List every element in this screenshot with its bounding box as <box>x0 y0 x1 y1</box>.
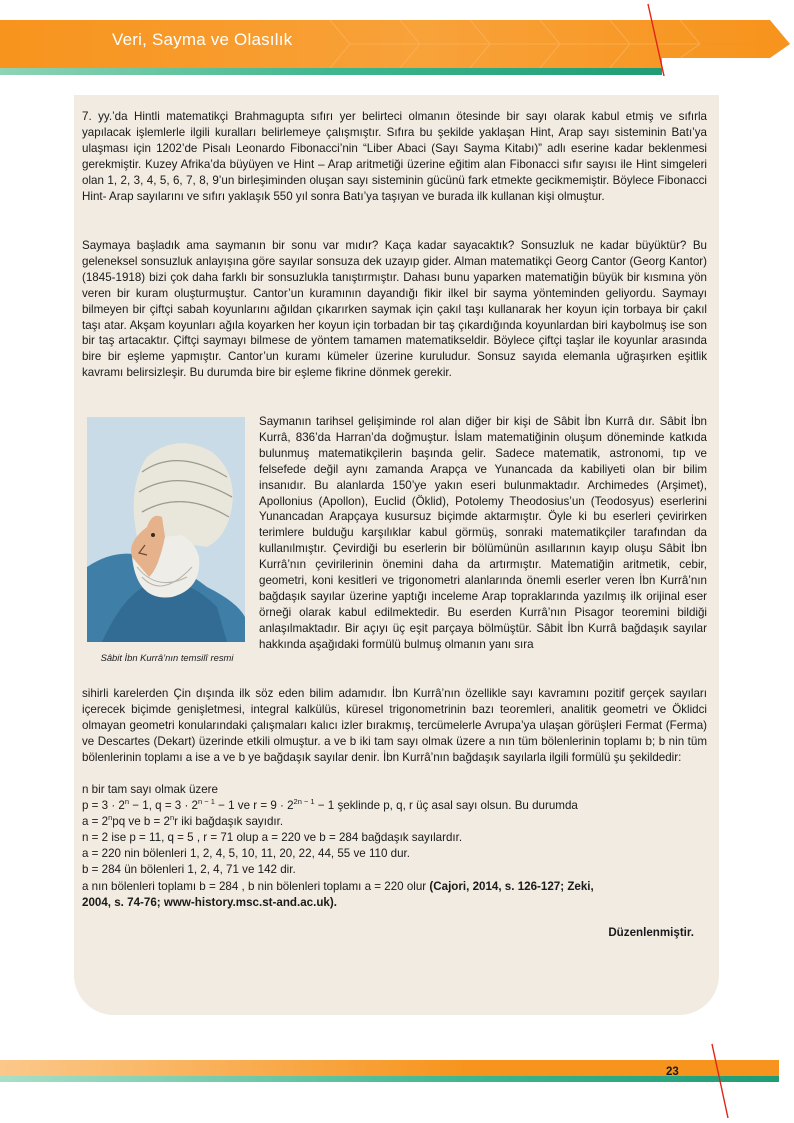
amicable-numbers-formula <box>82 782 707 911</box>
formula-line-pqr: $p = 3 \cdot 2^n - 1$, $q = 3 \cdot 2^{n - 1} - 1$ ve $r = 9 \cdot 2^{2n - 1} - 1$ şeklinde p, q, r üç asal sayı olsun. Bu durumda <box>82 797 578 813</box>
paragraph-ibn-kurra: Saymanın tarihsel gelişiminde rol alan diğer bir kişi de Sâbit İbn Kurrâ dır. Sâbit İbn Kurrâ, 836’da Harran’da doğmuştur. İslam matematiğinin oluşum döneminde katkıda bulunmuş matematikçilerin başında gelir. Sadece matematik, astronomi, tıp ve felsefede değil aynı zamanda Arapça ve Yunancada da kabiliyeti olan bir bilim insanıdır. Bu alanlarda 150’ye yakın eseri bulunmaktadır. Archimedes (Arşimet), Apollonius (Apollon), Euclid (Öklid), Potolemy Theodosius’un (Teodosyus) eserlerini Yunancadan Arapçaya kusursuz biçimde aktarmıştır. Öyle ki bu eserleri çevirirken terimlere bulduğu karşılıklar kabul görmüş, sonraki matematikçiler tarafından da kullanılmıştır. Çevirdiği bu eserlerin bir bölümünün asıllarının kayıp oluşu Sâbit İbn Kurrâ’nın çevirilerinin önemini daha da artırmıştır. Matematiğin aritmetik, cebir, geometri, koni kesitleri ve trigonometri alanlarında önemli eserler veren İbn Kurrâ’nın bağdaşık sayılar üzerine yaptığı inceleme Arap topraklarında yazılmış ilk orijinal eser örneği olarak kabul edilmektedir. Bu eserden Kurrâ’nın Pisagor teoremini bildiği anlaşılmaktadır. Bir açıyı üç eşit parçaya bölmüştür. Sâbit İbn Kurrâ bağdaşık sayılar hakkında aşağıdaki formülü bulmuş olmanın yanı sıra <box>259 415 707 651</box>
formula-line: b = 284 ün bölenleri 1, 2, 4, 71 ve 142 dir. <box>82 863 296 877</box>
header-accent-line <box>640 0 670 80</box>
edited-note: Düzenlenmiştir. <box>608 926 694 939</box>
formula-line: n = 2 ise p = 11, q = 5 , r = 71 olup a = 220 ve b = 284 bağdaşık sayılardır. <box>82 831 463 845</box>
paragraph-brahmagupta: 7. yy.’da Hintli matematikçi Brahmagupta sıfırı yer belirteci olmanın ötesinde bir sayı olarak kabul etmiş ve sıfırla yapılacak işlemlerle ilgili kuralları belirlemeye çalışmıştır. Sıfıra bu şekilde yaklaşan Hint, Arap sayı sisteminin Batı’ya ulaşması için 1202’de Pisalı Leonardo Fibonacci’nin “Liber Abaci (Sayı Sayma Kitabı)” adlı eserine kadar beklenmesi gerekmiştir. Kuzey Afrika’da büyüyen ve Hint – Arap aritmetiği üzerine eğitim alan Fibonacci sıfır sayısı ile Hint simgeleri olan 1, 2, 3, 4, 5, 6, 7, 8, 9’un birleşiminden oluşan sayı sisteminin gücünü fark etmekte gecikmemiştir. Böylece Fibonacci Hint- Arap sayılarını ve sıfırı yaklaşık 550 yıl sonra Batı’ya taşıyan ve burada ilk kullanan kişi olmuştur. <box>82 110 707 203</box>
header-band <box>0 20 794 80</box>
citation: 2004, s. 74-76; www-history.msc.st-and.ac.uk). <box>82 895 337 909</box>
paragraph-ibn-kurra-continued: sihirli karelerden Çin dışında ilk söz eden bilim adamıdır. İbn Kurrâ’nın özellikle sayı kavramını pozitif gerçek sayıları içerecek biçimde genişletmesi, integral kalkülüs, küresel trigonometrinin bazı teoremleri, analitik geometri ve Öklidci olmayan geometri konularındaki çalışmaları kalıcı izler bırakmış, tercümelerle Avrupa’ya ulaşan görüşleri Fermat (Ferma) ve Descartes (Dekart) üzerinde etkili olmuştur. a ve b iki tam sayı olmak üzere a nın tüm bölenlerinin toplamı b; b nin tüm bölenlerinin toplamı a ise a ve b ye bağdaşık sayılar denir. İbn Kurrâ’nın bağdaşık sayılarla ilgili formülü şu şekildedir: <box>82 687 707 764</box>
footer-accent-line <box>700 1040 740 1123</box>
paragraph-cantor: Saymaya başladık ama saymanın bir sonu var mıdır? Kaça kadar sayacaktık? Sonsuzluk ne kadar büyüktür? Bu geleneksel sonsuzluk anlayışına göre sayılar sonsuza dek uzayıp gider. Alman matematikçi Georg Cantor (Georg Kantor) (1845-1918) bizi çok daha farklı bir sonsuzlukla tanıştırmıştır. Dahası bunu yaparken matematiğin büyük bir kısmına yön veren bir kuram oluşturmuştur. Cantor’un kuramının dayandığı fikir ilkel bir sayma yönteminden geliyordu. Saymayı bilmeyen bir çiftçi sabah koyunlarını ağıldan çıkarırken saymak için çakıl taşı kullanarak her koyun için torbaya bir çakıl taşı atar. Akşam koyunları ağıla koyarken her koyun için torbadan bir taş çıkardığında koyunlardan biri kaybolmuş ise son bir taş artacaktır. Çiftçi saymayı bilmese de yöntem tamamen matematikseldir. Böylece çiftçi taşlar ile koyunlar arasında bire bir eşleme yapmıştır. Cantor’un kuramı kümeler üzerine kuruludur. Sonsuz sayıda elemanla uğraşırken eşitlik kavramı belirsizleşir. Bu durumda bire bir eşleme fikrine dönmek gerekir. <box>82 239 707 380</box>
sabit-ibn-kurra-portrait <box>87 417 245 642</box>
formula-line-ab: $a = 2^npq$ ve $b = 2^nr$ iki bağdaşık sayıdır. <box>82 813 284 829</box>
header-band-graphic <box>0 20 794 80</box>
citation: (Cajori, 2014, s. 126-127; Zeki, <box>429 879 594 893</box>
chapter-title: Veri, Sayma ve Olasılık <box>112 30 293 49</box>
page-number: 23 <box>666 1066 679 1078</box>
portrait-caption: Sâbit İbn Kurrâ’nın temsilî resmi <box>100 652 234 663</box>
portrait-illustration <box>87 417 245 642</box>
formula-line: a = 220 nin bölenleri 1, 2, 4, 5, 10, 11, 20, 22, 44, 55 ve 110 dur. <box>82 847 410 861</box>
formula-line: n bir tam sayı olmak üzere <box>82 783 218 796</box>
formula-line: a nın bölenleri toplamı b = 284 , b nin bölenleri toplamı a = 220 olur (Cajori, 2014, s. 126-127; Zeki, <box>82 879 594 893</box>
